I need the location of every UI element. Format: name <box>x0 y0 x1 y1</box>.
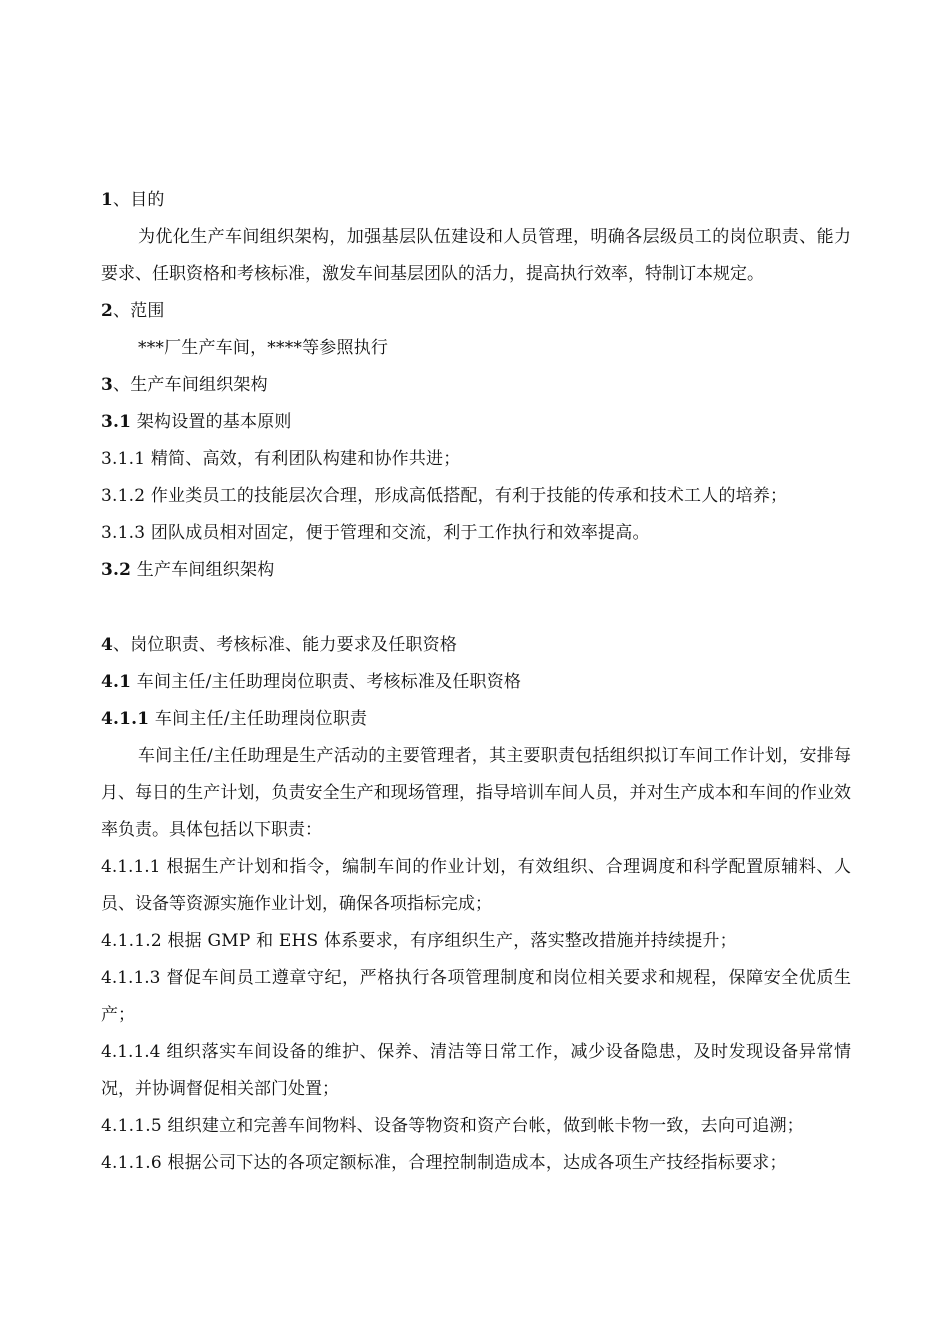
clause-4-1-1-1: 4.1.1.1 根据生产计划和指令，编制车间的作业计划，有效组织、合理调度和科学配置原辅料、人员、设备等资源实施作业计划，确保各项指标完成； <box>101 857 851 914</box>
section-4-1-heading <box>101 664 851 701</box>
clause-4-1-1-3: 4.1.1.3 督促车间员工遵章守纪，严格执行各项管理制度和岗位相关要求和规程，保障安全优质生产； <box>101 968 851 1025</box>
section-3-heading <box>101 367 851 404</box>
section-number: 3.1 <box>101 412 132 432</box>
section-number: 2 <box>101 301 114 321</box>
section-2-paragraph: ***厂生产车间，****等参照执行 <box>138 338 389 358</box>
section-title: 车间主任/主任助理岗位职责 <box>149 709 368 729</box>
section-number: 4.1.1 <box>101 709 150 729</box>
section-title: 生产车间组织架构 <box>131 560 275 580</box>
section-number: 3 <box>101 375 114 395</box>
clause-3-1-2: 3.1.2 作业类员工的技能层次合理，形成高低搭配，有利于技能的传承和技术工人的培养； <box>101 486 788 506</box>
section-1-heading <box>101 182 851 219</box>
clause-3-1-3: 3.1.3 团队成员相对固定，便于管理和交流，利于工作执行和效率提高。 <box>101 523 650 543</box>
section-number: 1 <box>101 190 114 210</box>
section-4-1-1-heading <box>101 701 851 738</box>
section-number: 4.1 <box>101 672 132 692</box>
clause-4-1-1-4: 4.1.1.4 组织落实车间设备的维护、保养、清洁等日常工作，减少设备隐患，及时发现设备异常情况，并协调督促相关部门处置； <box>101 1042 851 1099</box>
section-title: 、范围 <box>113 301 165 321</box>
section-title: 车间主任/主任助理岗位职责、考核标准及任职资格 <box>131 672 522 692</box>
section-title: 、目的 <box>113 190 165 210</box>
section-title: 、生产车间组织架构 <box>113 375 268 395</box>
clause-4-1-1-2: 4.1.1.2 根据 GMP 和 EHS 体系要求，有序组织生产，落实整改措施并持续提升； <box>101 931 737 951</box>
clause-3-1-1: 3.1.1 精简、高效，有利团队构建和协作共进； <box>101 449 461 469</box>
blank-space <box>101 589 851 627</box>
section-1-paragraph: 为优化生产车间组织架构，加强基层队伍建设和人员管理，明确各层级员工的岗位职责、能力要求、任职资格和考核标准，激发车间基层团队的活力，提高执行效率，特制订本规定。 <box>101 227 851 284</box>
section-title: 、岗位职责、考核标准、能力要求及任职资格 <box>113 635 458 655</box>
section-2-heading <box>101 293 851 330</box>
section-4-heading <box>101 627 851 664</box>
clause-4-1-1-5: 4.1.1.5 组织建立和完善车间物料、设备等物资和资产台帐，做到帐卡物一致，去向可追溯； <box>101 1116 804 1136</box>
section-title: 架构设置的基本原则 <box>131 412 292 432</box>
section-3-2-heading <box>101 552 851 589</box>
clause-4-1-1-6: 4.1.1.6 根据公司下达的各项定额标准，合理控制制造成本，达成各项生产技经指标要求； <box>101 1153 787 1173</box>
section-number: 4 <box>101 635 114 655</box>
section-4-1-1-paragraph: 车间主任/主任助理是生产活动的主要管理者，其主要职责包括组织拟订车间工作计划，安排每月、每日的生产计划，负责安全生产和现场管理，指导培训车间人员，并对生产成本和车间的作业效率负责。具体包括以下职责： <box>101 746 851 840</box>
document-page <box>101 182 851 1182</box>
section-number: 3.2 <box>101 560 132 580</box>
section-3-1-heading <box>101 404 851 441</box>
